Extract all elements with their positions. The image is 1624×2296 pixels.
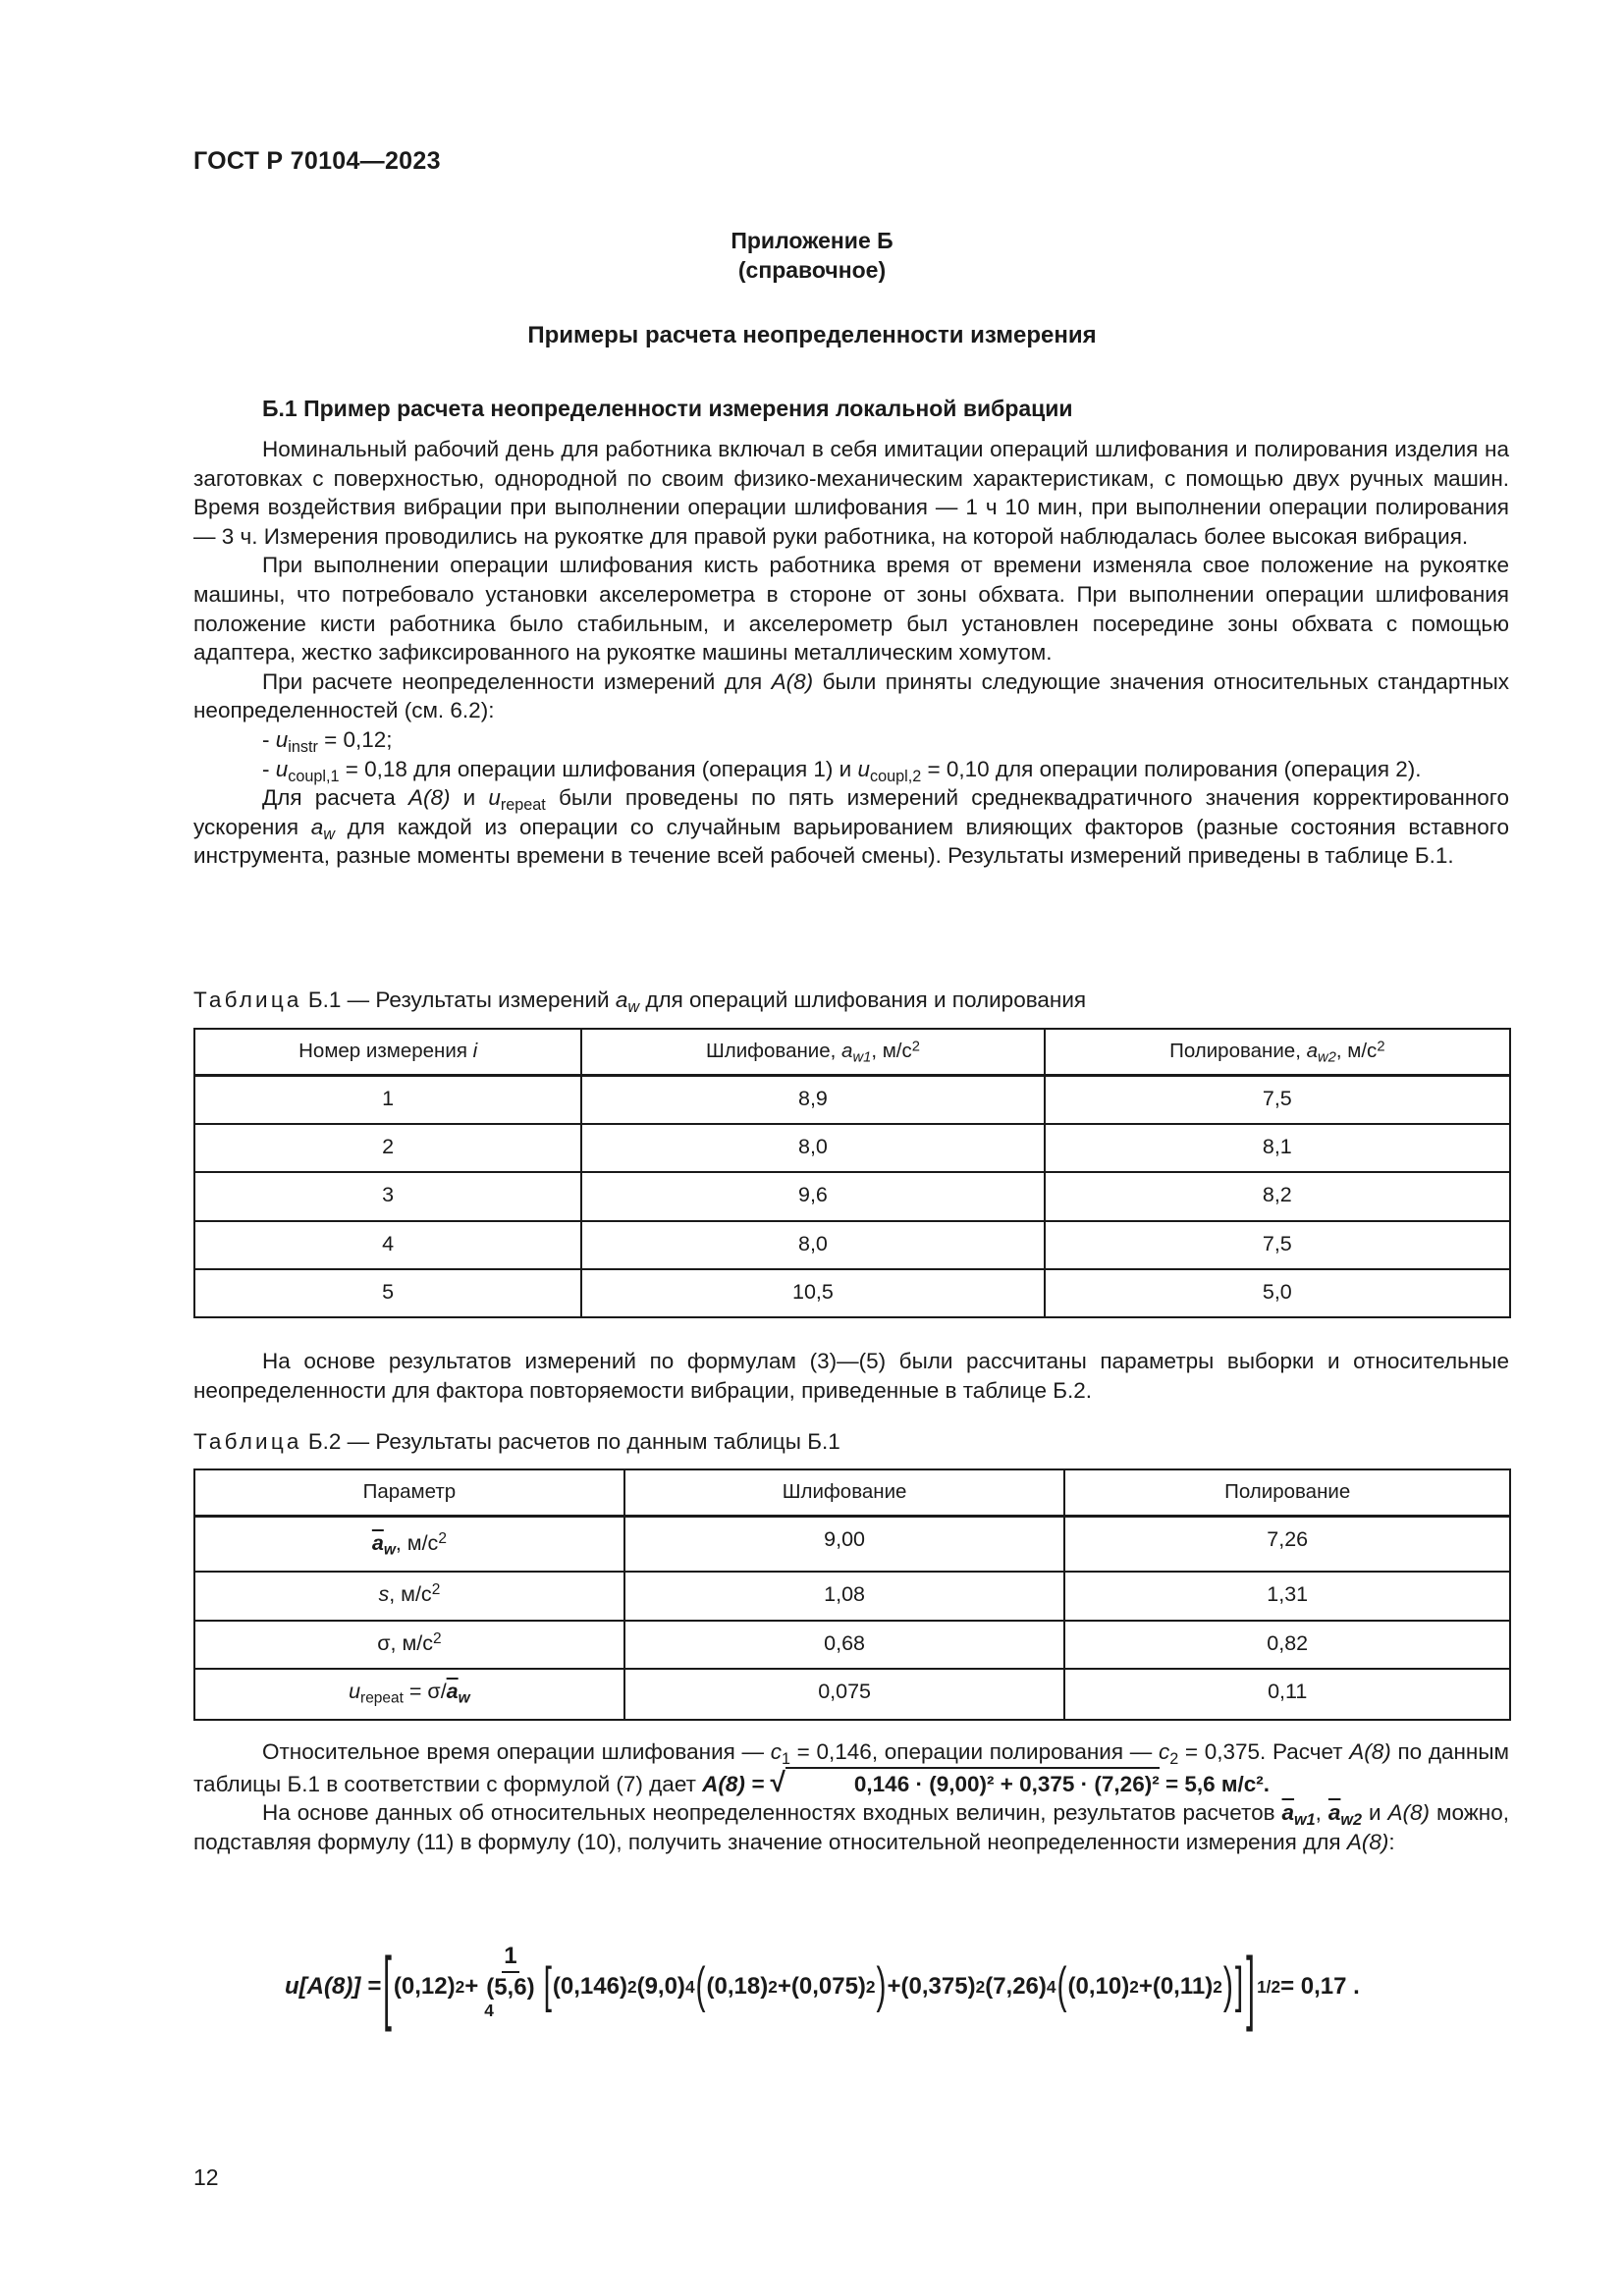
table-row [194,1269,1510,1317]
param-s: s, $м/с^2$ [194,1572,624,1621]
table-cell: 8,0 [581,1221,1044,1269]
table-row [194,1621,1510,1669]
table1-caption: Таблица Б.1 — Результаты измерений $a_w$ для операций шлифования и полирования [193,988,1087,1016]
table-cell: 8,0 [581,1124,1044,1172]
paragraph-7: На основе данных об относительных неопределенностях входных величин, результатов расчетов $\overline{a}_{w1}$, $\overline{a}_{w2}$ и A(8) можно, подставляя формулу (11) в формулу (10), получить значение относительной неопределенности измерения для A(8): [193,1800,1509,1854]
table-row [194,1669,1510,1720]
table-b2 [193,1468,1511,1721]
table-cell: 8,9 [581,1075,1044,1124]
paragraph-5: На основе результатов измерений по формулам (3)—(5) были рассчитаны параметры выборки и относительные неопределенности для фактора повторяемости вибрации, приведенные в таблице Б.2. [193,1349,1509,1403]
table-cell: 3 [194,1172,581,1221]
list-item-instr: - $u_{instr} = 0,12$; [262,726,393,756]
table2-header-row [194,1469,1510,1516]
table-row [194,1124,1510,1172]
table-cell: 7,5 [1045,1075,1510,1124]
page-number: 12 [193,2164,219,2190]
table-cell: 0,68 [624,1621,1065,1669]
body-text-block [193,435,1509,871]
table-row [194,1572,1510,1621]
table2-header-polishing: Полирование [1064,1469,1510,1516]
table-cell: 2 [194,1124,581,1172]
body-text-block-3 [193,1737,1509,1856]
table1-header-polishing: Полирование, $a_{w2}$, $м/с^2$ [1045,1029,1510,1075]
appendix-subtitle: (справочное) [737,257,887,283]
appendix-title: Приложение Б [731,228,893,253]
paragraph-6: Относительное время операции шлифования — $c_1 = 0,146$, операции полирования — $c_2 = 0,375$. Расчет A(8) по данным таблицы Б.1 в соответствии с формулой (7) дает A(8) = √ 0,146 · (9,00)² + 0,375 · (7,26)² = 5,6 м/с². [193,1739,1509,1797]
param-sigma: σ, $м/с^2$ [194,1621,624,1669]
table-cell: 7,5 [1045,1221,1510,1269]
paragraph-2: При выполнении операции шлифования кисть работника время от времени изменяла свое положение на рукоятке машины, что потребовало установки акселерометра в стороне от зоны обхвата. При выполнении операции шлифования положение кисти работника было стабильным, и акселерометр был установлен посередине зоны обхвата с помощью адаптера, жестко зафиксированного на рукоятке машины металлическим хомутом. [193,553,1509,666]
table-cell: 7,26 [1064,1516,1510,1572]
table1-header-grinding: Шлифование, $a_{w1}$, $м/с^2$ [581,1029,1044,1075]
document-code: ГОСТ Р 70104—2023 [193,147,441,175]
table-cell: 5,0 [1045,1269,1510,1317]
paragraph-3: При расчете неопределенности измерений для A(8) были приняты следующие значения относительных стандартных неопределенностей (см. 6.2): [193,668,1509,723]
table-row [194,1516,1510,1572]
section-title: Б.1 Пример расчета неопределенности измерения локальной вибрации [262,396,1073,421]
table-cell: 9,6 [581,1172,1044,1221]
table2-caption: Таблица Б.2 — Результаты расчетов по данным таблицы Б.1 [193,1429,840,1454]
list-item-coupl: - $u_{coupl,1} = 0,18$ для операции шлифования (операция 1) и $u_{coupl,2} = 0,10$ для операции полирования (операция 2). [262,756,1422,785]
table-cell: 1,31 [1064,1572,1510,1621]
table-cell: 8,1 [1045,1124,1510,1172]
table1-header-row [194,1029,1510,1075]
table2-header-parameter: Параметр [194,1469,624,1516]
uncertainty-formula: u[A(8)] = [ (0,12) 2 + 1 (5,6) $^4$ [ (0,146) 2 (9,0) 4 ( (0,18) 2 + (0,075) 2 ) + (0,375) 2 (7,26) 4 ( (0,10) 2 + (0,11) 2 ) ] ] 1/2 = 0,17 . [285,1939,1360,2032]
table-cell: 0,075 [624,1669,1065,1720]
table-cell: 0,82 [1064,1621,1510,1669]
table-cell: 8,2 [1045,1172,1510,1221]
paragraph-1: Номинальный рабочий день для работника включал в себя имитации операций шлифования и полирования изделия на заготовках с поверхностью, однородной по своим физико-механическим характеристикам, с помощью двух ручных машин. Время воздействия вибрации при выполнении операции шлифования — 1 ч 10 мин, при выполнении операции полирования — 3 ч. Измерения проводились на рукоятке для правой руки работника, на которой наблюдалась более высокая вибрация. [193,437,1509,549]
table-row [194,1172,1510,1221]
table-row [194,1221,1510,1269]
paragraph-4: Для расчета A(8) и $u_{repeat}$ были проведены по пять измерений среднеквадратичного значения корректированного ускорения $a_w$ для каждой из операции со случайным варьированием влияющих факторов (разные состояния вставного инструмента, разные моменты времени в течение всей рабочей смены). Результаты измерений приведены в таблице Б.1. [193,785,1509,869]
table-row [194,1075,1510,1124]
table1-header-measurement: Номер измерения i [194,1029,581,1075]
param-u-repeat: $u_{repeat} = \sigma/\overline{a}_w$ [194,1669,624,1720]
table-cell: 0,11 [1064,1669,1510,1720]
table-cell: 10,5 [581,1269,1044,1317]
table-cell: 1 [194,1075,581,1124]
param-mean-acceleration: $\overline{a}_w$, $м/с^2$ [194,1516,624,1572]
formula-fraction: 1 (5,6) $^4$ [484,1943,535,2021]
table-cell: 9,00 [624,1516,1065,1572]
table-cell: 1,08 [624,1572,1065,1621]
body-text-block-2 [193,1347,1509,1405]
table-cell: 4 [194,1221,581,1269]
table-b1 [193,1028,1511,1318]
table2-header-grinding: Шлифование [624,1469,1065,1516]
appendix-heading: Примеры расчета неопределенности измерения [527,322,1097,348]
table-cell: 5 [194,1269,581,1317]
